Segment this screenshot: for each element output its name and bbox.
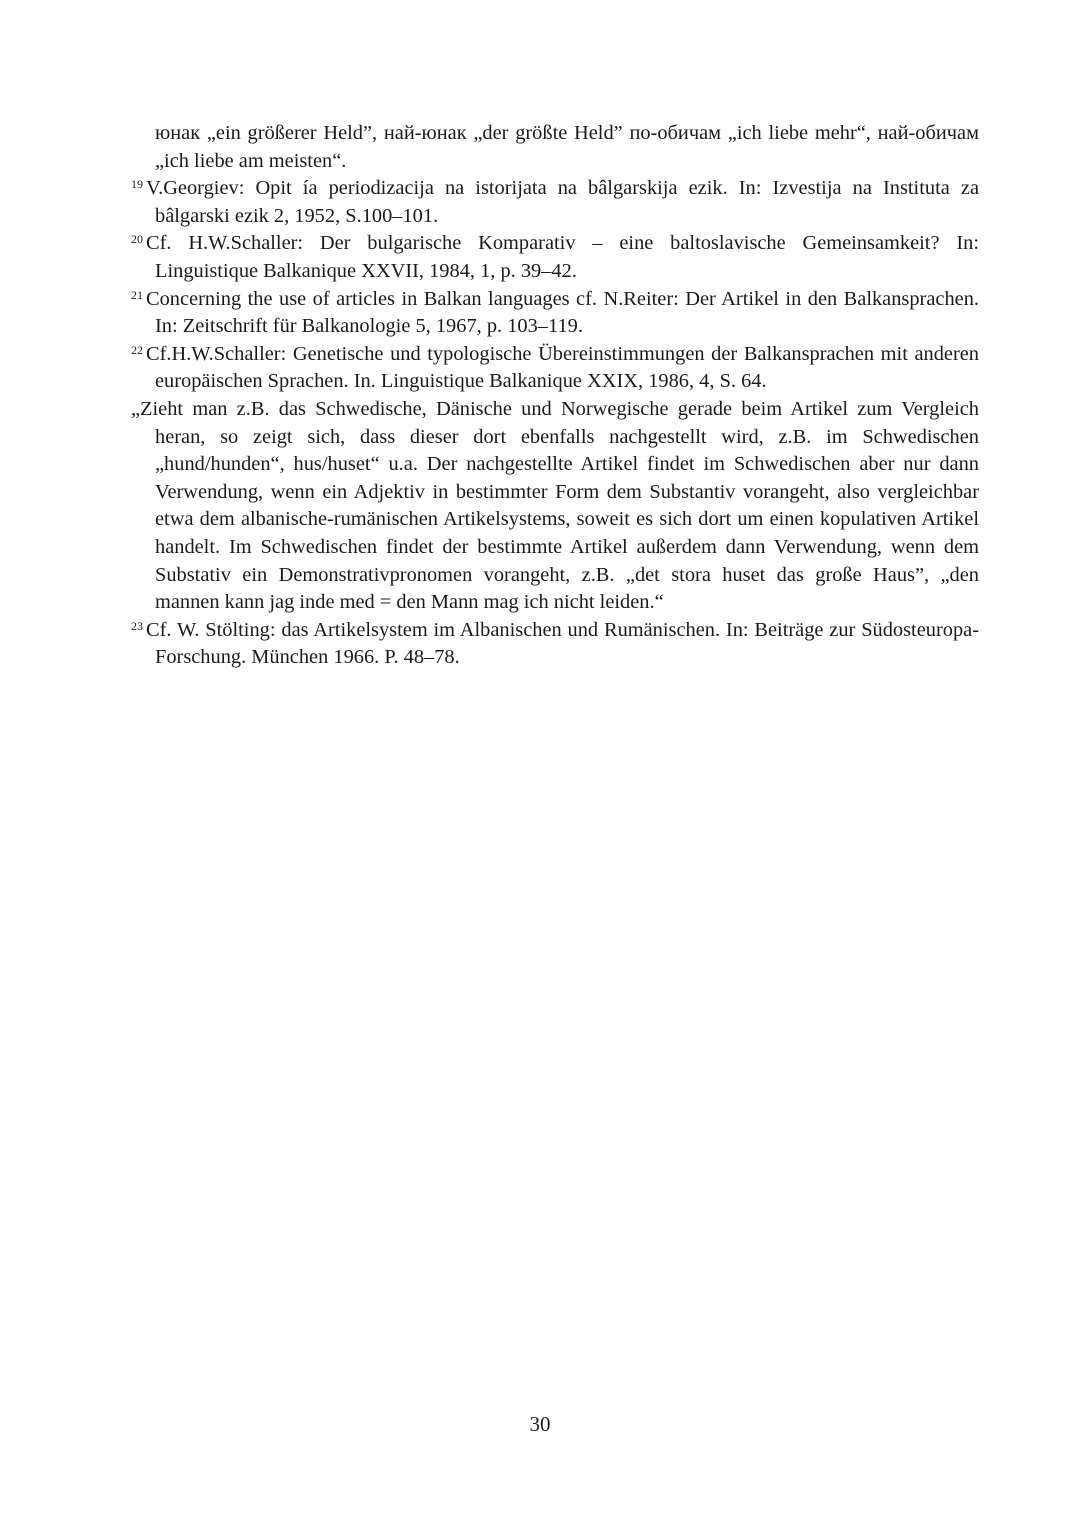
footnote-text: юнак „ein größerer Held”, най-юнак „der größte Held” по-обичам „ich liebe mehr“, най-обичам „ich liebe am meisten“.: [155, 122, 979, 172]
footnote-text: Cf. W. Stölting: das Artikelsystem im Albanischen und Rumänischen. In: Beiträge zur Südosteuropa-Forschung. München 1966. P. 48–78.: [146, 618, 979, 669]
footnote-text: Cf.H.W.Schaller: Genetische und typologische Übereinstimmungen der Balkansprachen mit anderen europäischen Sprachen. In. Linguistique Balkanique XXIX, 1986, 4, S. 64.: [146, 342, 979, 393]
footnote-text: Concerning the use of articles in Balkan languages cf. N.Reiter: Der Artikel in den Balkansprachen. In: Zeitschrift für Balkanologie 5, 1967, p. 103–119.: [146, 287, 979, 338]
footnote-22: [131, 341, 979, 396]
footnote-text: „Zieht man z.B. das Schwedische, Dänische und Norwegische gerade beim Artikel zum Vergleich heran, so zeigt sich, dass dieser dort ebenfalls nachgestellt wird, z.B. im Schwedischen „hund/hunden“, hus/huset“ u.a. Der nachgestellte Artikel findet im Schwedischen aber nur dann Verwendung, wenn ein Adjektiv in bestimmter Form dem Substantiv vorangeht, also vergleichbar etwa dem albanische-rumänischen Artikelsystems, soweit es sich dort um einen kopulativen Artikel handelt. Im Schwedischen findet der bestimmte Artikel außerdem dann Verwendung, wenn dem Substativ ein Demonstrativpronomen vorangeht, z.B. „det stora huset das große Haus”, „den mannen kann jag inde med = den Mann mag ich nicht leiden.“: [131, 397, 979, 614]
footnote-21: [131, 286, 979, 341]
footnote-22-quotation: [131, 396, 979, 617]
footnotes-block: [131, 120, 979, 672]
footnote-text: Cf. H.W.Schaller: Der bulgarische Komparativ – eine baltoslavische Gemeinsamkeit? In: Linguistique Balkanique XXVII, 1984, 1, p. 39–42.: [146, 232, 979, 282]
footnote-18-continuation: [131, 120, 979, 175]
footnote-19: [131, 175, 979, 230]
footnote-number: 20: [131, 232, 143, 247]
footnote-number: 23: [131, 618, 143, 633]
footnote-number: 22: [131, 342, 143, 357]
footnote-number: 19: [131, 177, 143, 192]
page-number: 30: [529, 1412, 551, 1436]
footnote-23: [131, 617, 979, 672]
footnote-text: V.Georgiev: Opit ía periodizacija na istorijata na bâlgarskija ezik. In: Izvestija na Instituta za bâlgarski ezik 2, 1952, S.100–101.: [146, 177, 979, 227]
footnote-number: 21: [131, 287, 143, 302]
footnote-20: [131, 230, 979, 285]
